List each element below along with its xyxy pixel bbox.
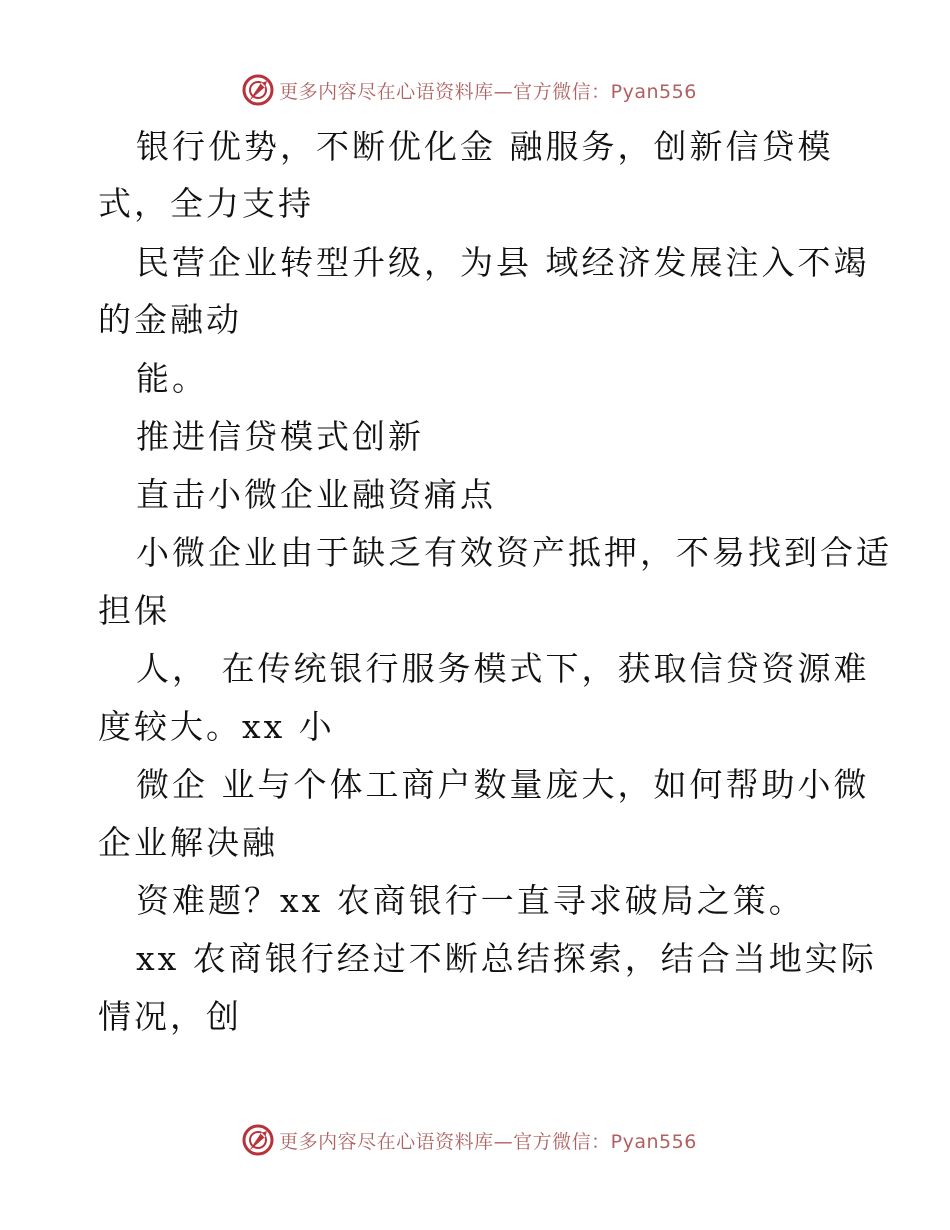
body-line: 资难题？xx 农商银行一直寻求破局之策。 [136,881,805,920]
body-line: 小微企业由于缺乏有效资产抵押，不易找到合适 [136,533,892,572]
logo-pen-icon [241,1123,275,1157]
body-line: 企业解决融 [98,823,278,862]
body-line: 能。 [136,359,208,398]
body-line: 直击小微企业融资痛点 [136,475,496,514]
body-line: 微企 业与个体工商户数量庞大，如何帮助小微 [136,765,870,804]
body-line: 担保 [98,591,170,630]
body-line: xx 农商银行经过不断总结探索，结合当地实际 [136,939,877,978]
body-line: 的金融动 [98,300,242,339]
footer-banner [0,1120,950,1160]
body-line: 情况，创 [98,997,242,1036]
body-line: 度较大。xx 小 [98,707,335,746]
body-line: 推进信贷模式创新 [136,417,424,456]
header-banner-text: 更多内容尽在心语资料库—官方微信：Pyan556 [279,80,697,103]
body-line: 式，全力支持 [98,184,314,223]
body-line: 人， 在传统银行服务模式下，获取信贷资源难 [136,649,870,688]
body-line: 银行优势，不断优化金 融服务，创新信贷模 [136,127,834,166]
footer-banner-text: 更多内容尽在心语资料库—官方微信：Pyan556 [279,1130,697,1153]
body-line: 民营企业转型升级，为县 域经济发展注入不竭 [136,243,870,282]
